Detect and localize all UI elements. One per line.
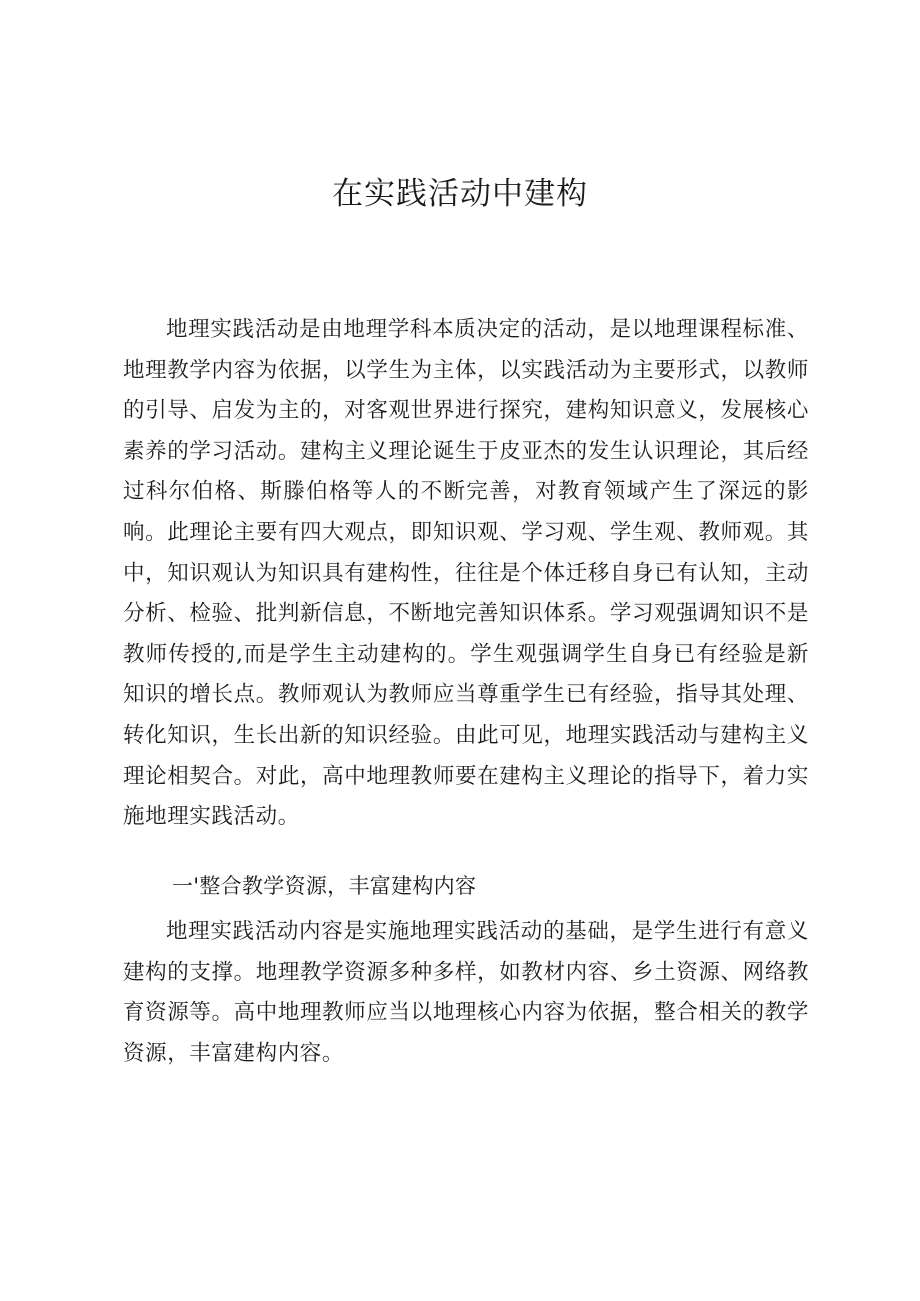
section-heading: 一'整合教学资源，丰富建构内容 [172, 874, 477, 898]
document-title: 在实践活动中建构 [332, 176, 588, 212]
body-paragraph-section-1: 地理实践活动内容是实施地理实践活动的基础，是学生进行有意义建构的支撑。地理教学资源多种多样，如教材内容、乡土资源、网络教育资源等。高中地理教师应当以地理核心内容为依据，整合相关的教学资源，丰富建构内容。 [123, 919, 809, 1066]
body-paragraph-intro: 地理实践活动是由地理学科本质决定的活动，是以地理课程标准、地理教学内容为依据，以学生为主体，以实践活动为主要形式，以教师的引导、启发为主的，对客观世界进行探究，建构知识意义，发展核心素养的学习活动。建构主义理论诞生于皮亚杰的发生认识理论，其后经过科尔伯格、斯滕伯格等人的不断完善，对教育领域产生了深远的影响。此理论主要有四大观点，即知识观、学习观、学生观、教师观。其中，知识观认为知识具有建构性，往往是个体迁移自身已有认知，主动分析、检验、批判新信息，不断地完善知识体系。学习观强调知识不是教师传授的,而是学生主动建构的。学生观强调学生自身已有经验是新知识的增长点。教师观认为教师应当尊重学生已有经验，指导其处理、转化知识，生长出新的知识经验。由此可见，地理实践活动与建构主义理论相契合。对此，高中地理教师要在建构主义理论的指导下，着力实施地理实践活动。 [123, 317, 809, 830]
